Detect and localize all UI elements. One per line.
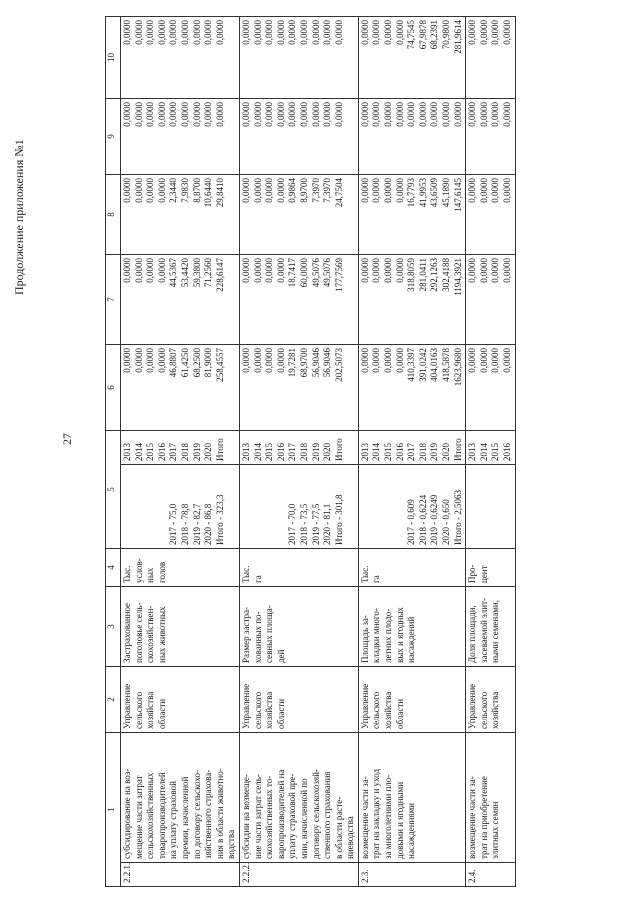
- measure-number: 2.4.: [466, 863, 515, 887]
- column-number-8: 8: [106, 175, 121, 255]
- measure-number: 2.3.: [358, 863, 465, 887]
- column-number-6: 6: [106, 345, 121, 431]
- funding-total: 0,0000 0,0000 0,0000 0,0000 19,7281 68,9700 56,9046 56,9046 202,5073: [239, 345, 358, 431]
- appendix-continuation-caption: Продолжение приложения №1: [12, 139, 26, 295]
- target-indicator: Площадь за- кладки много- летних плодо- вых и ягодных насаждений: [358, 587, 465, 667]
- funding-extrabudgetary: 0,0000 0,0000 0,0000 0,0000 74,7545 67,9878 68,2391 70,9800 281,9614: [358, 17, 465, 99]
- column-number-2: 2: [106, 667, 121, 733]
- funding-regional: 0,0000 0,0000 0,0000 0,0000: [466, 175, 515, 255]
- responsible-executor: Управление сельского хозяйства области: [358, 667, 465, 733]
- target-indicator: Застрахованное поголовье сель- скохозяйствен- ных животных: [121, 587, 240, 667]
- funding-local: 0,0000 0,0000 0,0000 0,0000: [466, 99, 515, 175]
- column-number-10: 10: [106, 17, 121, 99]
- funding-extrabudgetary: 0,0000 0,0000 0,0000 0,0000: [466, 17, 515, 99]
- page-number: 27: [60, 433, 74, 445]
- funding-federal: 0,0000 0,0000 0,0000 0,0000 318,8059 281,0411 292,1263 302,4188 1194,3921: [358, 255, 465, 345]
- program-measures-table: [105, 16, 516, 887]
- target-indicator: Доля площади, засеваемой элит- ными семенами,: [466, 587, 515, 667]
- column-number-row: [106, 17, 121, 887]
- unit-of-measure: Тыс. га: [239, 549, 358, 587]
- funding-regional: 0,0000 0,0000 0,0000 0,0000 2,3440 7,9830 8,8700 10,6440 29,8410: [121, 175, 240, 255]
- table-row: [358, 17, 465, 887]
- indicator-values: 2017 - 70,0 2018 - 73,5 2019 - 77,5 2020 - 81,1 Итого - 301,8: [239, 465, 358, 549]
- measure-name: возмещение части за- трат на приобретение элитных семян: [466, 733, 515, 863]
- funding-local: 0,0000 0,0000 0,0000 0,0000 0,0000 0,0000 0,0000 0,0000 0,0000: [358, 99, 465, 175]
- funding-regional: 0,0000 0,0000 0,0000 0,0000 16,7793 41,9953 43,6509 45,1890 147,6145: [358, 175, 465, 255]
- funding-total: 0,0000 0,0000 0,0000 0,0000 46,8807 61,4250 68,2500 81,9000 258,4557: [121, 345, 240, 431]
- funding-extrabudgetary: 0,0000 0,0000 0,0000 0,0000 0,0000 0,0000 0,0000 0,0000 0,0000: [121, 17, 240, 99]
- indicator-values: 2017 - 75,0 2018 - 78,8 2019 - 82,7 2020 - 86,8 Итого - 323,3: [121, 465, 240, 549]
- column-number-4: 4: [106, 549, 121, 587]
- years: 2013 2014 2015 2016 2017 2018 2019 2020 Итого: [358, 431, 465, 465]
- funding-extrabudgetary: 0,0000 0,0000 0,0000 0,0000 0,0000 0,0000 0,0000 0,0000 0,0000: [239, 17, 358, 99]
- measure-number: 2.2.1.: [121, 863, 240, 887]
- years: 2013 2014 2015 2016: [466, 431, 515, 465]
- years: 2013 2014 2015 2016 2017 2018 2019 2020 Итого: [121, 431, 240, 465]
- measure-name: субсидирование на воз- мещение части затрат сельскохозяйственных товаропроизводителей на уплату страховой премии, начисленной по договору сельскохо- зяйственного страхова- ния в области животно- водства: [121, 733, 240, 863]
- funding-local: 0,0000 0,0000 0,0000 0,0000 0,0000 0,0000 0,0000 0,0000 0,0000: [239, 99, 358, 175]
- measure-name: возмещение части за- трат на закладку и уход за многолетними пло- довыми и ягодными насаждениями: [358, 733, 465, 863]
- column-number-1: 1: [106, 733, 121, 887]
- unit-of-measure: Про- цент: [466, 549, 515, 587]
- column-number-9: 9: [106, 99, 121, 175]
- column-number-5: 5: [106, 431, 121, 549]
- unit-of-measure: Тыс. услов- ных голов: [121, 549, 240, 587]
- unit-of-measure: Тыс. га: [358, 549, 465, 587]
- indicator-values: 2017 - 0,609 2018 - 0,6224 2019 - 0,6249 2020 - 0,650 Итого - 2,5063: [358, 465, 465, 549]
- funding-regional: 0,0000 0,0000 0,0000 0,0000 0,9864 8,9700 7,3970 7,3970 24,7504: [239, 175, 358, 255]
- column-number-7: 7: [106, 255, 121, 345]
- funding-federal: 0,0000 0,0000 0,0000 0,0000 18,7417 60,0000 49,5076 49,5076 177,7569: [239, 255, 358, 345]
- table-row: [239, 17, 358, 887]
- measure-name: субсидии на возмеще- ние части затрат сель- скохозяйственных то- варопроизводителей на уплату страховой пре- мии, начисленной по договору сельскохозяй- ственного страхования в области расте- ниеводства: [239, 733, 358, 863]
- table-row: [466, 17, 515, 887]
- responsible-executor: Управление сельского хозяйства области: [239, 667, 358, 733]
- measure-number: 2.2.2.: [239, 863, 358, 887]
- target-indicator: Размер застра- хованных по- севных площа- дей: [239, 587, 358, 667]
- table-row: [121, 17, 240, 887]
- funding-federal: 0,0000 0,0000 0,0000 0,0000: [466, 255, 515, 345]
- funding-local: 0,0000 0,0000 0,0000 0,0000 0,0000 0,0000 0,0000 0,0000 0,0000: [121, 99, 240, 175]
- responsible-executor: Управление сельского хозяйства области: [121, 667, 240, 733]
- funding-total: 0,0000 0,0000 0,0000 0,0000: [466, 345, 515, 431]
- responsible-executor: Управление сельского хозяйства: [466, 667, 515, 733]
- funding-total: 0,0000 0,0000 0,0000 0,0000 410,3397 391,0242 404,0163 418,5878 1623,9680: [358, 345, 465, 431]
- funding-federal: 0,0000 0,0000 0,0000 0,0000 44,5367 53,4420 59,3800 71,2560 228,6147: [121, 255, 240, 345]
- indicator-values: [466, 465, 515, 549]
- column-number-3: 3: [106, 587, 121, 667]
- years: 2013 2014 2015 2016 2017 2018 2019 2020 Итого: [239, 431, 358, 465]
